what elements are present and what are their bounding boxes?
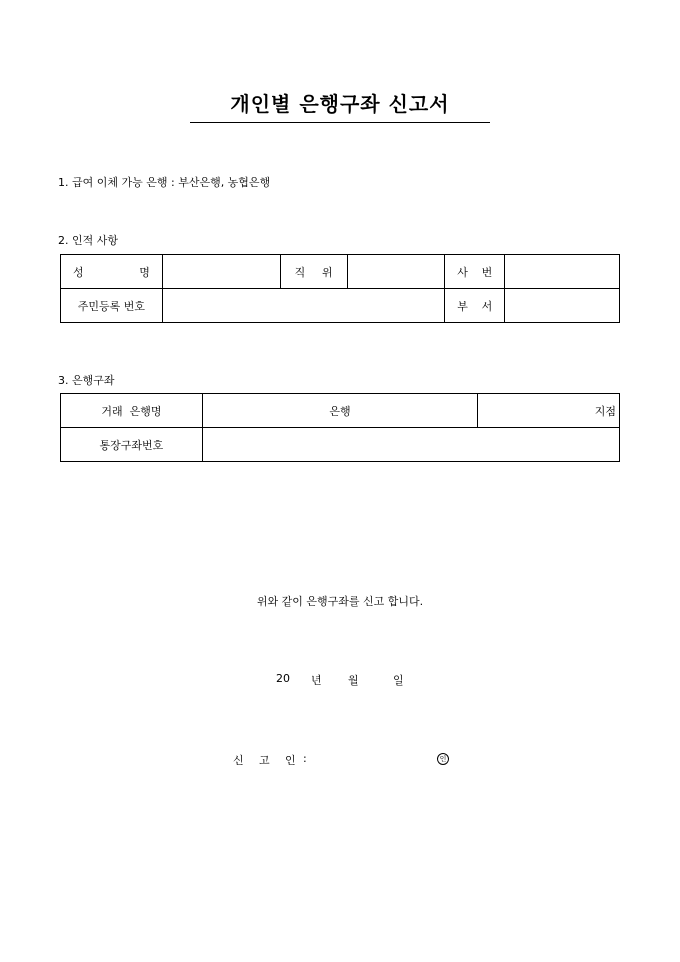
seal-mark-icon[interactable]: [437, 752, 449, 765]
name-label-char: 성: [73, 265, 84, 279]
resident-no-label: 주민등록 번호: [61, 289, 163, 323]
bank-suffix: 은행: [329, 404, 351, 418]
name-label-char: 명: [139, 265, 150, 279]
name-label: [61, 264, 162, 280]
section-bank-heading: 3. 은행구좌: [58, 374, 115, 387]
signature-label-char: 고: [259, 754, 270, 767]
branch-suffix: 지점: [594, 404, 616, 418]
bank-name-label: 거래 은행명: [61, 394, 203, 428]
document-title: 개인별 은행구좌 신고서: [230, 92, 450, 116]
account-number-field[interactable]: [202, 428, 619, 462]
employee-no-field[interactable]: [505, 255, 620, 289]
day-unit: 일: [393, 674, 404, 687]
employee-no-label-char: 번: [481, 265, 493, 279]
resident-no-field[interactable]: [162, 289, 444, 323]
title-underline: [190, 122, 490, 123]
position-label-cell: [280, 255, 347, 289]
table-row: [61, 289, 620, 323]
position-label: [281, 264, 347, 280]
position-label-char: 직: [294, 265, 306, 279]
department-label: [445, 298, 504, 314]
eligible-banks-line: 1. 급여 이체 가능 은행 : 부산은행, 농협은행: [58, 176, 271, 189]
year-unit: 년: [311, 674, 322, 687]
signature-label-char: 인: [285, 754, 296, 767]
signature-label-char: 신: [233, 754, 244, 767]
name-field[interactable]: [162, 255, 280, 289]
position-label-char: 위: [321, 265, 333, 279]
seal-mark-text: 인: [437, 753, 449, 765]
bank-name-field[interactable]: [202, 394, 477, 428]
employee-no-label-cell: [445, 255, 505, 289]
month-unit: 월: [348, 674, 359, 687]
signature-label-char: :: [303, 752, 307, 765]
table-row: [61, 394, 620, 428]
branch-field[interactable]: [478, 394, 620, 428]
section-personal-heading: 2. 인적 사항: [58, 234, 118, 247]
employee-no-label-char: 사: [457, 265, 468, 279]
table-row: [61, 255, 620, 289]
department-label-cell: [445, 289, 505, 323]
year-prefix: 20: [276, 672, 290, 685]
account-number-label: 통장구좌번호: [61, 428, 203, 462]
department-label-char: 서: [481, 299, 493, 313]
department-field[interactable]: [505, 289, 620, 323]
declaration-text: 위와 같이 은행구좌를 신고 합니다.: [256, 595, 424, 608]
table-row: [61, 428, 620, 462]
bank-account-table: [60, 393, 620, 462]
department-label-char: 부: [457, 299, 468, 313]
employee-no-label: [445, 264, 504, 280]
name-label-cell: [61, 255, 163, 289]
position-field[interactable]: [347, 255, 445, 289]
personal-info-table: [60, 254, 620, 323]
